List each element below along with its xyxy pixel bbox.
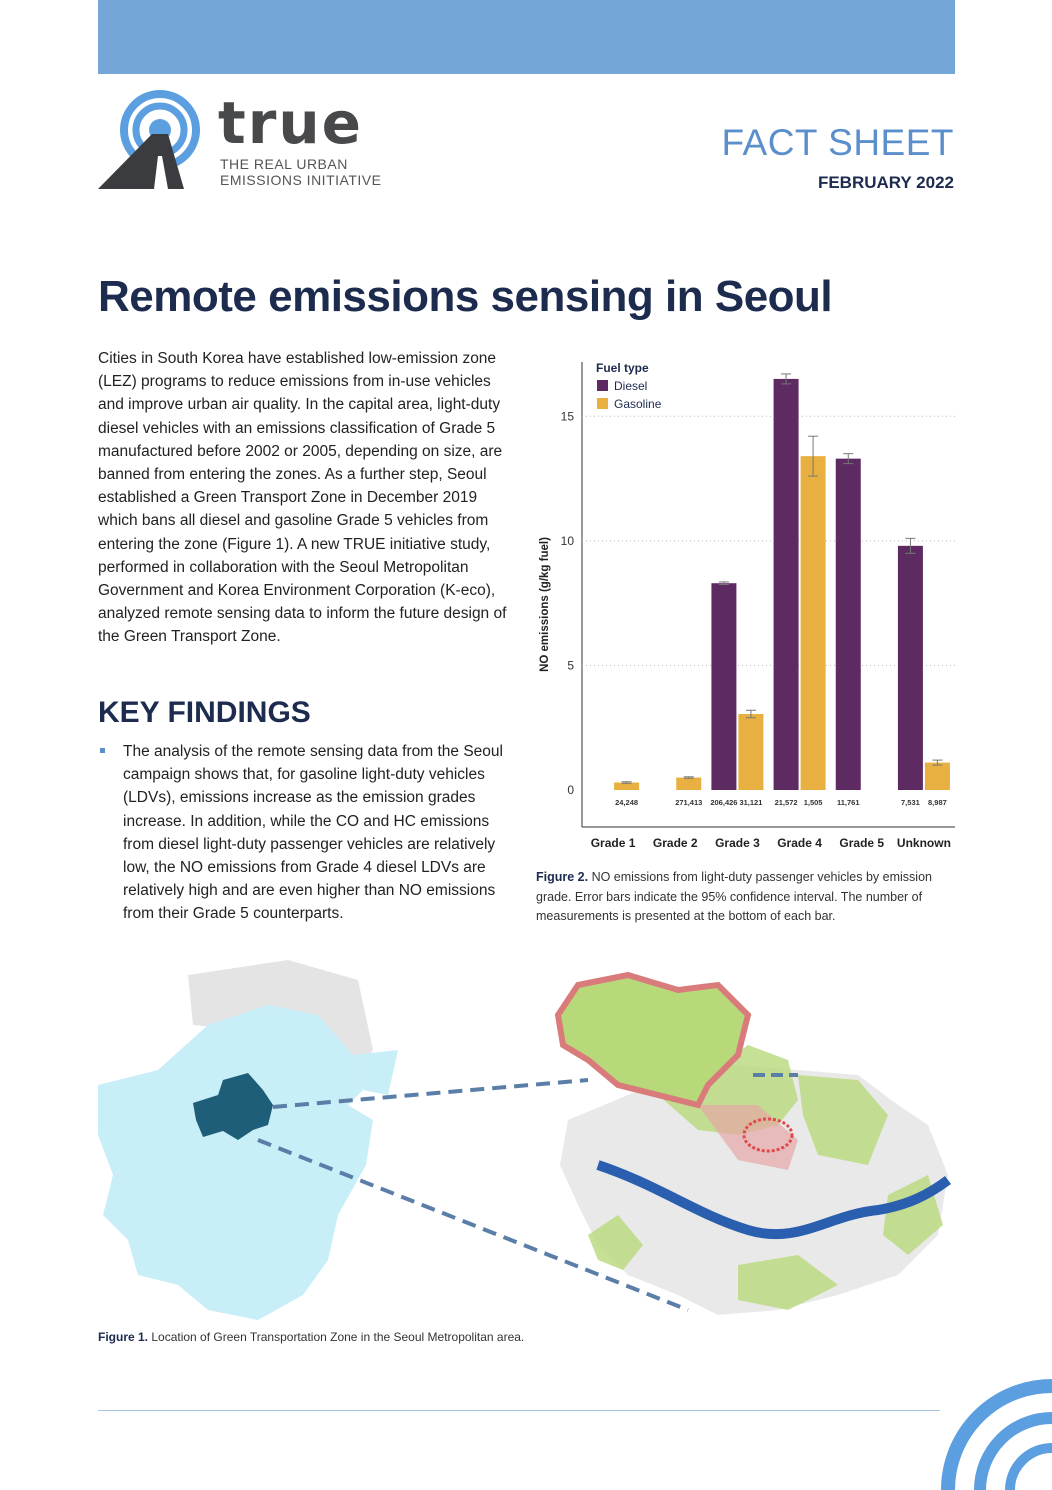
map-illustration <box>98 955 955 1325</box>
measurement-count-label: 8,987 <box>928 798 947 807</box>
key-finding-text: The analysis of the remote sensing data from the Seoul campaign shows that, for gasoline light-duty vehicles (LDVs), emissions increase as the emission grades increase. In addition, while the CO and HC emissions from diesel light-duty passenger vehicles are relatively low, the NO emissions from Grade 4 diesel LDVs are relatively high and are even higher than NO emissions from their Grade 5 counterparts. <box>123 743 503 923</box>
measurement-count-label: 271,413 <box>675 798 703 807</box>
corner-signal-icon <box>930 1370 1052 1490</box>
bar-gasoline <box>801 456 826 790</box>
bullet-icon <box>100 748 105 753</box>
document-type: FACT SHEET <box>721 122 954 163</box>
legend-label-gasoline: Gasoline <box>614 397 662 411</box>
bar-diesel <box>898 546 923 790</box>
legend-swatch-gasoline <box>597 398 608 409</box>
bar-diesel <box>836 459 861 790</box>
measurement-count-label: 21,572 <box>774 798 798 807</box>
intro-paragraph: Cities in South Korea have established low-emission zone (LEZ) programs to reduce emissions from in-use vehicles and improve urban air quality. In the capital area, light-duty diesel vehicles with an emissions classification of Grade 5 manufactured before 2002 or 2005, depending on size, are banned from entering the zones. As a further step, Seoul established a Green Transport Zone in December 2019 which bans all diesel and gasoline Grade 5 vehicles from entering the zone (Figure 1). A new TRUE initiative study, performed in collaboration with the Seoul Metropolitan Government and Korea Environment Corporation (K-eco), analyzed remote sensing data to inform the future design of the Green Transport Zone. <box>98 350 507 646</box>
page-title: Remote emissions sensing in Seoul <box>98 272 833 321</box>
chart-svg <box>530 352 960 857</box>
bar-gasoline <box>738 714 763 790</box>
key-finding-item <box>98 740 512 926</box>
metropolitan-area-shape <box>98 1005 373 1320</box>
key-findings-heading: KEY FINDINGS <box>98 696 311 729</box>
top-banner <box>98 0 955 74</box>
logo-wordmark: true <box>218 89 363 157</box>
true-logo <box>98 90 418 190</box>
measurement-count-label: 31,121 <box>739 798 763 807</box>
x-tick-label: Grade 2 <box>652 836 698 850</box>
bar-gasoline <box>676 778 701 790</box>
x-tick-label: Grade 1 <box>590 836 636 850</box>
x-tick-label: Unknown <box>896 836 951 850</box>
legend-title: Fuel type <box>596 361 649 375</box>
legend-label-diesel: Diesel <box>614 379 648 393</box>
no-emissions-chart <box>530 352 960 857</box>
x-tick-label: Grade 3 <box>715 836 760 850</box>
key-findings-list <box>98 740 512 926</box>
bar-diesel <box>711 583 736 790</box>
legend-swatch-diesel <box>597 380 608 391</box>
seoul-map-figure <box>98 955 955 1325</box>
figure1-label: Figure 1. <box>98 1330 149 1344</box>
target-road-icon <box>98 90 216 190</box>
y-tick-label: 15 <box>560 409 574 424</box>
y-tick-label: 0 <box>567 783 574 797</box>
measurement-count-label: 24,248 <box>615 798 639 807</box>
measurement-count-label: 11,761 <box>836 798 860 807</box>
footer-divider <box>98 1410 940 1411</box>
figure1-text: Location of Green Transportation Zone in the Seoul Metropolitan area. <box>148 1330 525 1344</box>
bar-diesel <box>774 379 799 790</box>
document-date: FEBRUARY 2022 <box>817 173 954 192</box>
figure2-text: NO emissions from light-duty passenger vehicles by emission grade. Error bars indicate the 95% confidence interval. The number of measurements is presented at the bottom of each bar. <box>536 870 932 923</box>
figure1-caption <box>98 1330 524 1344</box>
logo-subtitle <box>220 156 381 188</box>
measurement-count-label: 206,426 <box>710 798 738 807</box>
logo-subtitle-line1: THE REAL URBAN <box>220 156 348 172</box>
bar-gasoline <box>925 763 950 790</box>
y-tick-label: 10 <box>560 533 574 548</box>
figure2-caption <box>536 868 956 927</box>
y-axis-label: NO emissions (g/kg fuel) <box>539 537 551 672</box>
logo-subtitle-line2: EMISSIONS INITIATIVE <box>220 172 382 188</box>
y-tick-label: 5 <box>567 658 574 673</box>
figure2-label: Figure 2. <box>536 870 589 884</box>
measurement-count-label: 7,531 <box>901 798 920 807</box>
x-tick-label: Grade 5 <box>839 836 885 850</box>
x-tick-label: Grade 4 <box>777 836 822 850</box>
measurement-count-label: 1,505 <box>803 798 823 807</box>
